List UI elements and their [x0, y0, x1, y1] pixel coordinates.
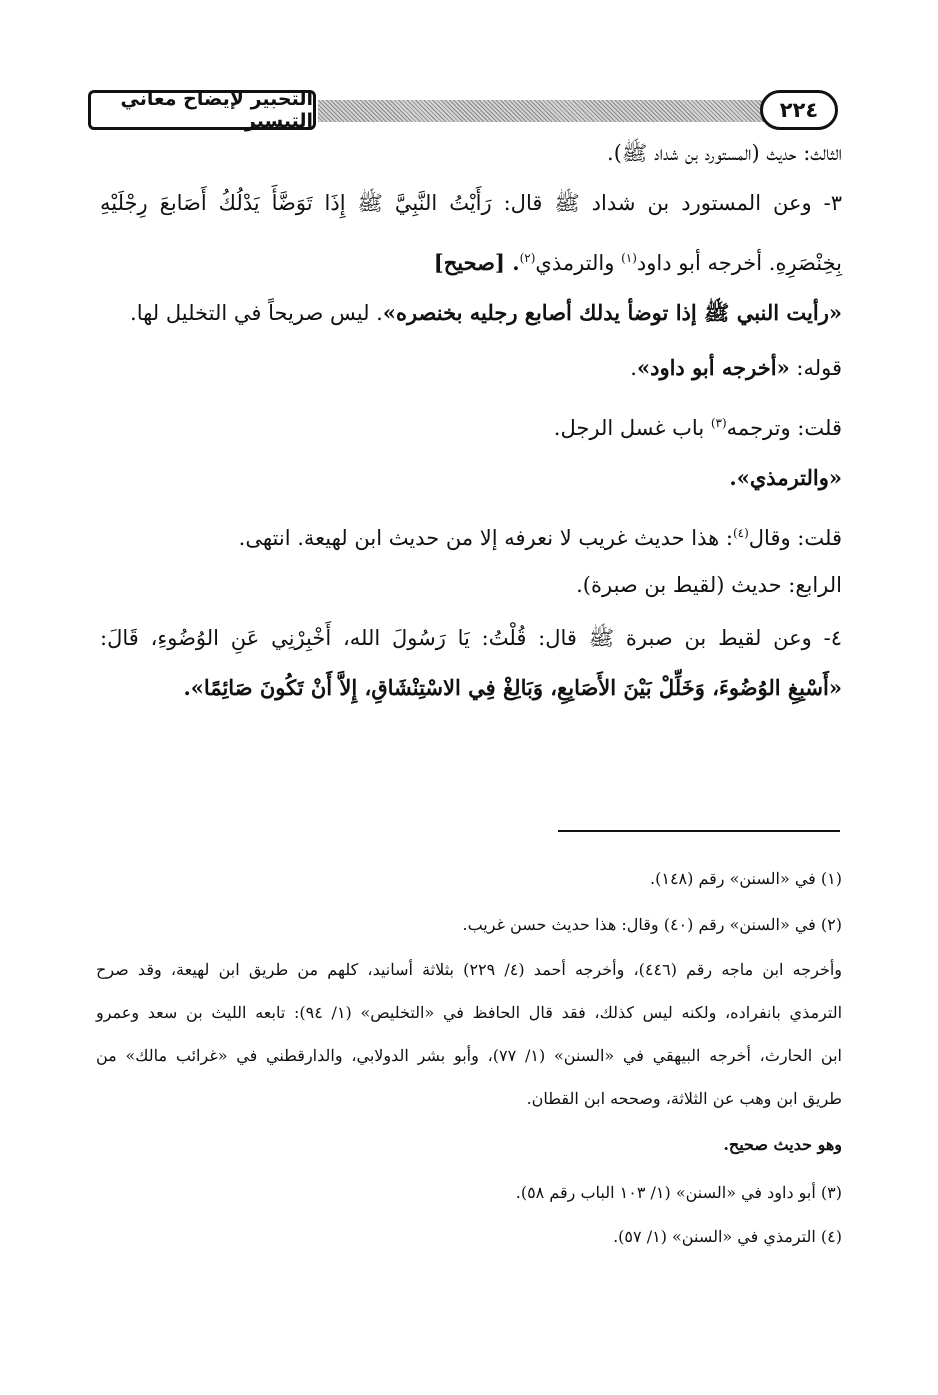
hadith-3-text: بِخِنْصَرِهِ. أخرجه أبو داود — [636, 251, 842, 275]
hadith-3-line-2 — [100, 243, 842, 278]
note-text: قلت: وترجمه — [726, 416, 842, 440]
commentary-line-2 — [100, 353, 842, 383]
page-number: ٢٢٤ — [779, 98, 819, 122]
footnote-3: (٣) أبو داود في «السنن» (١/ ١٠٣ الباب رقم ٥٨). — [515, 1183, 842, 1202]
footnote-ref-2[interactable]: (٢) — [519, 251, 536, 265]
note-text-2: قلت: وقال — [748, 526, 842, 550]
footnote-4: (٤) الترمذي في «السنن» (١/ ٥٧). — [613, 1227, 842, 1246]
commentary-line-4: «والترمذي». — [729, 465, 842, 490]
page-number-badge — [760, 90, 838, 130]
text-line-1: الثالث: حديث (المستورد بن شداد ﷺ). — [607, 141, 842, 165]
hadith-3-line-1: ٣- وعن المستورد بن شداد ﷺ قال: رَأَيْتُ النَّبِيَّ ﷺ إِذَا تَوَضَّأَ يَدْلُكُ أَصَابعَ رِجْلَيْهِ — [100, 191, 842, 215]
footnote-2: (٢) في «السنن» رقم (٤٠) وقال: هذا حديث حسن غريب. — [462, 915, 842, 934]
footnote-2-line-3: الترمذي بانفراده، ولكنه ليس كذلك، فقد قال الحافظ في «التخليص» (١/ ٩٤): تابعه الليث بن سعد وعمرو — [96, 1003, 843, 1022]
commentary-line-3 — [100, 408, 842, 443]
footnote-divider — [558, 830, 840, 832]
book-title-box — [88, 90, 316, 130]
footnote-2-line-4: ابن الحارث، أخرجه البيهقي في «السنن» (١/ ٧٧)، وأبو بشر الدولابي، والدارقطني في «غرائب مالك» من — [96, 1046, 842, 1065]
book-title: التحبير لإيضاح معاني التيسير — [120, 88, 313, 132]
commentary-line-1 — [100, 298, 842, 328]
quoted-hadith: «رأيت النبي ﷺ إذا توضأ يدلك أصابع رجليه بخنصره» — [382, 300, 842, 325]
commentary-line-5 — [100, 518, 842, 553]
footnote-2-line-2: وأخرجه ابن ماجه رقم (٤٤٦)، وأخرجه أحمد (٤/ ٢٢٩) بثلاثة أسانيد، كلهم من طريق ابن لهيعة، وقد صرح — [96, 960, 843, 979]
footnote-2-line-5: طريق ابن وهب عن الثلاثة، وصححه ابن القطان. — [526, 1089, 842, 1108]
note-text-cont: باب غسل الرجل. — [553, 416, 711, 440]
commentary-lead: قوله: — [789, 356, 842, 380]
page-header — [88, 88, 838, 136]
period: . — [630, 356, 637, 380]
grading-label: . [صحيح] — [433, 250, 520, 275]
note-text-2-cont: : هذا حديث غريب لا نعرفه إلا من حديث ابن لهيعة. انتهى. — [238, 526, 733, 550]
header-decorative-band — [318, 100, 778, 122]
footnote-2-verdict: وهو حديث صحيح. — [723, 1135, 842, 1154]
footnote-ref-4[interactable]: (٤) — [732, 526, 749, 540]
section-heading-4: الرابع: حديث (لقيط بن صبرة). — [576, 573, 842, 597]
commentary-text: . ليس صريحاً في التخليل لها. — [130, 301, 383, 325]
footnote-ref-3[interactable]: (٣) — [710, 416, 727, 430]
quoted-phrase: «أخرجه أبو داود» — [636, 355, 790, 380]
hadith-4-line-2: «أَسْبِغِ الوُضُوءَ، وَخَلِّلْ بَيْنَ الأَصَابِعِ، وَبَالِغْ فِي الاسْتِنْشَاقِ، إِلاَّ أَنْ تَكُونَ صَائِمًا». — [183, 675, 842, 700]
footnote-ref-1[interactable]: (١) — [621, 251, 637, 265]
hadith-4-line-1: ٤- وعن لقيط بن صبرة ﷺ قال: قُلْتُ: يَا رَسُولَ الله، أَخْبِرْنِي عَنِ الوُضُوءِ، قَالَ: — [100, 626, 842, 650]
footnote-1: (١) في «السنن» رقم (١٤٨). — [650, 869, 842, 888]
hadith-3-text-cont: والترمذي — [535, 251, 622, 275]
